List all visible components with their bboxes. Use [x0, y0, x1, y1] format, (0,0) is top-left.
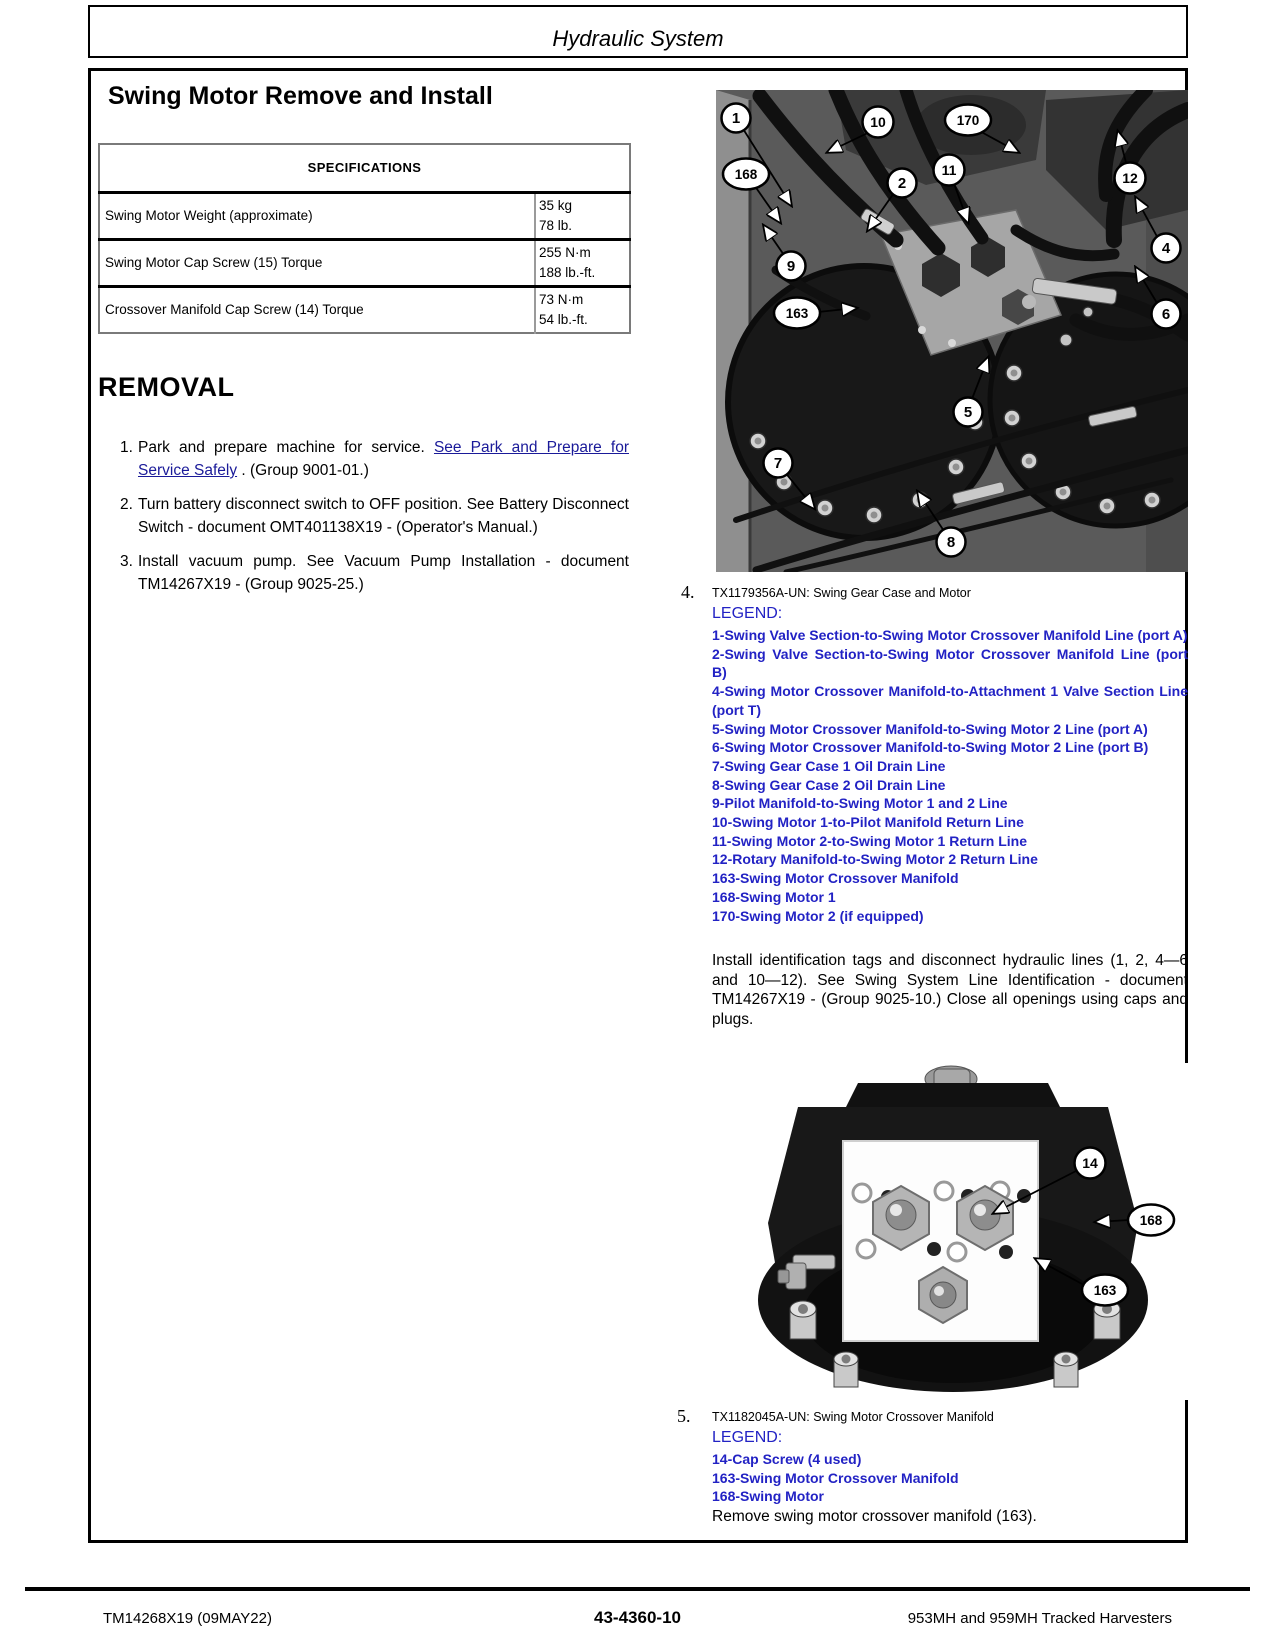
step-text: Install vacuum pump. See Vacuum Pump Installation - document TM14267X19 - (Group 9025-25.) — [138, 553, 629, 593]
section-heading-removal: REMOVAL — [98, 372, 235, 402]
spec-value — [535, 239, 630, 286]
figure2-item-number: 5. — [677, 1406, 691, 1426]
step-item — [98, 436, 629, 482]
step-text-post: . (Group 9001-01.) — [237, 462, 369, 479]
step-item — [98, 493, 629, 539]
spec-imperial: 54 lb.-ft. — [539, 311, 588, 327]
figure2-illustration — [738, 1063, 1188, 1400]
svg-text:14: 14 — [1082, 1155, 1098, 1171]
callout-balloon-11 — [934, 155, 965, 186]
footer-page-number: 43-4360-10 — [594, 1608, 681, 1627]
spec-metric: 255 N·m — [539, 244, 591, 260]
figure1-item-number: 4. — [681, 582, 695, 602]
figure1-legend-title: LEGEND: — [712, 605, 783, 622]
callout-balloon-2 — [888, 169, 917, 198]
procedure-steps — [98, 436, 629, 607]
callout-balloon-5 — [954, 398, 983, 427]
page-header-box — [88, 5, 1188, 58]
svg-text:11: 11 — [941, 162, 957, 178]
callout-balloon-12 — [1115, 163, 1146, 194]
step-text — [138, 436, 629, 482]
svg-text:1: 1 — [731, 110, 741, 127]
spec-label: Swing Motor Cap Screw (15) Torque — [99, 239, 535, 286]
spec-label: Swing Motor Weight (approximate) — [99, 192, 535, 239]
step-number: 2. — [120, 496, 133, 513]
legend-item: 6-Swing Motor Crossover Manifold-to-Swing Motor 2 Line (port B) — [712, 739, 1149, 756]
callout-balloon-168 — [723, 159, 769, 190]
figure1-illustration — [716, 90, 1188, 572]
figure1-caption: TX1179356A-UN: Swing Gear Case and Motor — [712, 586, 971, 600]
figure2-following-paragraph: Remove swing motor crossover manifold (163). — [712, 1508, 1037, 1525]
svg-text:6: 6 — [1161, 306, 1171, 323]
footer-document-number: TM14268X19 (09MAY22) — [103, 1610, 272, 1627]
callout-balloon-14 — [1075, 1148, 1106, 1179]
spec-metric: 35 kg — [539, 197, 573, 213]
spec-imperial: 188 lb.-ft. — [539, 264, 596, 280]
legend-item: 163-Swing Motor Crossover Manifold — [712, 870, 959, 887]
legend-item: 168-Swing Motor 1 — [712, 888, 836, 905]
svg-text:4: 4 — [1161, 240, 1171, 257]
svg-text:170: 170 — [956, 113, 980, 128]
svg-text:163: 163 — [785, 306, 809, 321]
callout-balloon-170 — [945, 105, 991, 136]
callout-balloon-4 — [1152, 234, 1181, 263]
callout-balloon-1 — [722, 104, 751, 133]
spec-value — [535, 286, 630, 333]
callout-balloon-168 — [1128, 1205, 1174, 1236]
footer-model-names: 953MH and 959MH Tracked Harvesters — [907, 1610, 1172, 1627]
callout-balloon-10 — [863, 107, 894, 138]
legend-item: 2-Swing Valve Section-to-Swing Motor Crossover Manifold Line (port B) — [712, 645, 1188, 681]
legend-item: 11-Swing Motor 2-to-Swing Motor 1 Return Line — [712, 832, 1027, 849]
legend-item: 4-Swing Motor Crossover Manifold-to-Attachment 1 Valve Section Line (port T) — [712, 683, 1188, 718]
svg-text:8: 8 — [946, 534, 956, 551]
legend-item: 9-Pilot Manifold-to-Swing Motor 1 and 2 Line — [712, 795, 1008, 812]
step-number: 1. — [120, 439, 133, 456]
step-text-pre: Park and prepare machine for service. — [138, 439, 434, 456]
figure1-following-paragraph: Install identification tags and disconnect hydraulic lines (1, 2, 4—6 and 10—12). See Swing System Line Identification - document TM14267X19 - (Group 9025-10.) Close all openings using caps and plugs. — [712, 952, 1188, 1028]
callout-balloon-9 — [777, 252, 806, 281]
callout-balloon-8 — [937, 528, 966, 557]
table-row — [99, 192, 630, 239]
table-row — [99, 286, 630, 333]
callout-balloon-6 — [1152, 300, 1181, 329]
svg-text:168: 168 — [1139, 1213, 1163, 1228]
svg-text:168: 168 — [734, 167, 758, 182]
legend-item: 5-Swing Motor Crossover Manifold-to-Swing Motor 2 Line (port A) — [712, 720, 1148, 737]
step-text: Turn battery disconnect switch to OFF position. See Battery Disconnect Switch - document OMT401138X19 - (Operator's Manual.) — [138, 496, 629, 536]
svg-text:163: 163 — [1093, 1283, 1117, 1298]
svg-text:2: 2 — [897, 175, 907, 192]
section-header-title: Hydraulic System — [552, 26, 724, 51]
figure2-legend — [712, 1450, 1188, 1506]
legend-item: 163-Swing Motor Crossover Manifold — [712, 1469, 959, 1486]
spec-table-header: SPECIFICATIONS — [99, 144, 630, 192]
step-item — [98, 550, 629, 596]
callout-balloon-7 — [764, 449, 793, 478]
specifications-table — [98, 143, 631, 334]
svg-text:10: 10 — [870, 114, 886, 130]
legend-item: 12-Rotary Manifold-to-Swing Motor 2 Return Line — [712, 851, 1038, 868]
figure2-caption: TX1182045A-UN: Swing Motor Crossover Manifold — [712, 1410, 994, 1424]
figure2-legend-title: LEGEND: — [712, 1429, 783, 1446]
spec-imperial: 78 lb. — [539, 217, 573, 233]
see-park-and-prepare-link[interactable]: See Park and Prepare for Service Safely — [138, 439, 629, 479]
step-number: 3. — [120, 553, 133, 570]
svg-text:9: 9 — [786, 258, 796, 275]
callout-balloon-163 — [1082, 1275, 1128, 1306]
legend-item: 1-Swing Valve Section-to-Swing Motor Crossover Manifold Line (port A) — [712, 627, 1188, 643]
svg-text:5: 5 — [963, 404, 973, 421]
legend-item: 170-Swing Motor 2 (if equipped) — [712, 907, 924, 924]
legend-item: 14-Cap Screw (4 used) — [712, 1451, 862, 1467]
svg-text:7: 7 — [773, 455, 783, 472]
legend-item: 10-Swing Motor 1-to-Pilot Manifold Return Line — [712, 814, 1024, 831]
spec-label: Crossover Manifold Cap Screw (14) Torque — [105, 302, 364, 318]
spec-metric: 73 N·m — [539, 291, 584, 307]
footer-rule — [25, 1587, 1250, 1591]
legend-item: 7-Swing Gear Case 1 Oil Drain Line — [712, 757, 946, 774]
svg-text:12: 12 — [1122, 170, 1138, 186]
page-title: Swing Motor Remove and Install — [108, 82, 493, 110]
legend-item: 8-Swing Gear Case 2 Oil Drain Line — [712, 776, 946, 793]
callout-balloon-163 — [774, 298, 820, 329]
figure1-legend — [712, 626, 1188, 925]
spec-value — [535, 192, 630, 239]
legend-item: 168-Swing Motor — [712, 1488, 825, 1505]
table-row — [99, 239, 630, 286]
